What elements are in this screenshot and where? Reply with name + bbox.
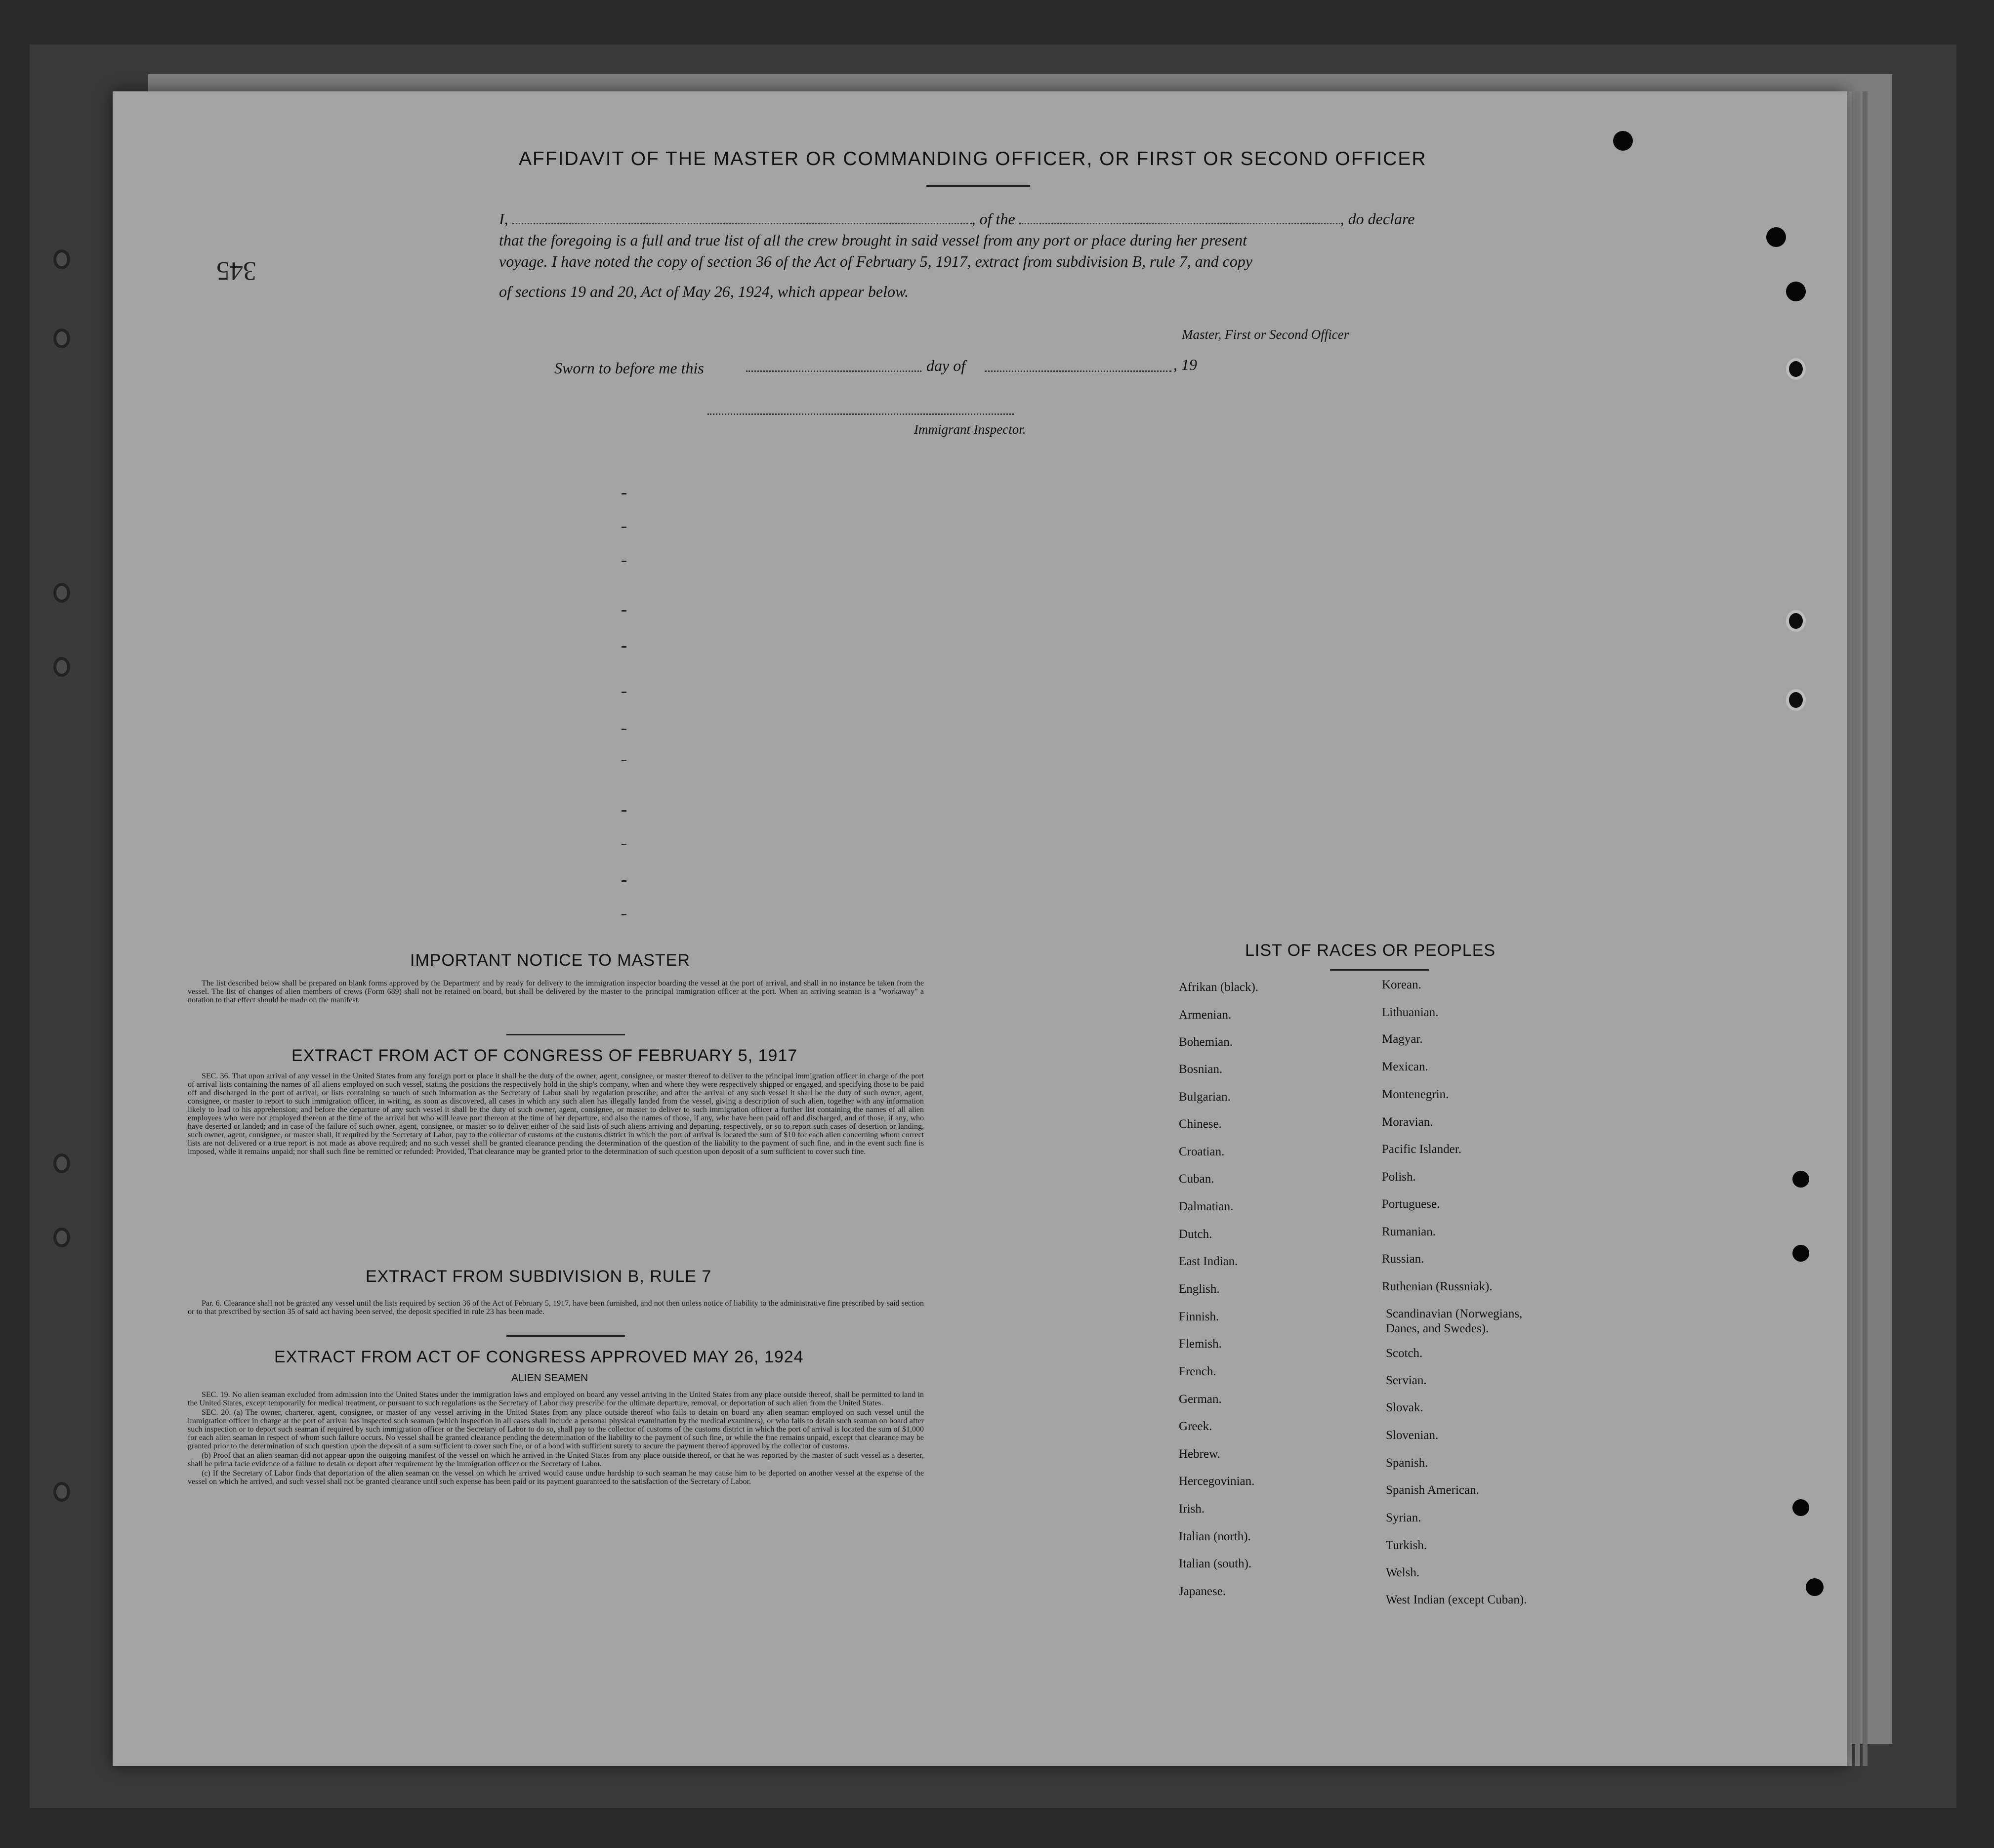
day-of-label: day of (926, 357, 966, 374)
page-edge (1847, 91, 1852, 1766)
extract-1924-title: EXTRACT FROM ACT OF CONGRESS APPROVED MAY 26, 1924 (274, 1348, 804, 1366)
race-item: Scandinavian (Norwegians, Danes, and Swedes). (1386, 1307, 1523, 1335)
punch-hole-icon (1792, 1499, 1809, 1516)
form-tick (622, 760, 626, 761)
extract-1917-body (188, 1072, 924, 1157)
race-item: Dalmatian. (1179, 1200, 1234, 1213)
binder-hole-icon (53, 1153, 70, 1173)
manifest-page (113, 91, 1847, 1766)
form-tick (622, 880, 626, 882)
race-item: Dutch. (1179, 1228, 1212, 1241)
binder-hole-icon (53, 329, 70, 348)
form-tick (622, 729, 626, 730)
race-item: Polish. (1382, 1170, 1416, 1184)
race-item: Japanese. (1179, 1585, 1226, 1598)
form-tick (622, 527, 626, 528)
inspector-label: Immigrant Inspector. (914, 422, 1026, 437)
race-item: Spanish. (1386, 1456, 1428, 1470)
punch-hole-icon (1806, 1578, 1824, 1596)
sworn-day-field[interactable] (746, 361, 921, 372)
race-item: Rumanian. (1382, 1225, 1436, 1238)
race-item: Welsh. (1386, 1566, 1420, 1579)
race-item: Bohemian. (1179, 1035, 1233, 1049)
race-item: Afrikan (black). (1179, 981, 1259, 994)
binder-hole-icon (53, 249, 70, 269)
notice-body (188, 979, 924, 1005)
race-item: Turkish. (1386, 1539, 1427, 1552)
race-item: Syrian. (1386, 1511, 1421, 1524)
race-item: Ruthenian (Russniak). (1382, 1280, 1493, 1293)
race-item: Armenian. (1179, 1008, 1232, 1022)
race-item: West Indian (except Cuban). (1386, 1593, 1527, 1606)
race-item: Slovak. (1386, 1401, 1423, 1414)
name-field[interactable] (512, 213, 972, 224)
race-item: Portuguese. (1382, 1197, 1440, 1211)
race-item: Magyar. (1382, 1032, 1423, 1046)
rule7-title: EXTRACT FROM SUBDIVISION B, RULE 7 (366, 1267, 712, 1286)
margin-number: 345 (216, 256, 256, 286)
sec20b-paragraph: (b) Proof that an alien seaman did not appear upon the outgoing manifest of the vessel on which he arrived in the United States from any place outside thereof, or that he was reported by the master of such vessel as a deserter, shall be prima facie evidence of a failure to detain or deport after requirement by the immigration officer or the Secretary of Labor. (188, 1451, 924, 1468)
race-item: Russian. (1382, 1252, 1424, 1266)
race-item: Hebrew. (1179, 1447, 1220, 1461)
punch-hole-icon (1786, 358, 1806, 380)
race-item: Slovenian. (1386, 1429, 1439, 1442)
affidavit-line-1 (499, 210, 1414, 228)
race-item: Hercegovinian. (1179, 1475, 1255, 1488)
race-item: Italian (north). (1179, 1530, 1251, 1543)
sworn-month-field[interactable] (985, 361, 1171, 372)
page-edge (1863, 91, 1868, 1766)
extract-1924-body (188, 1391, 924, 1487)
affidavit-line-3: voyage. I have noted the copy of section 36 of the Act of February 5, 1917, extract from subdivision B, rule 7, and copy (499, 252, 1252, 270)
affidavit-line-4: of sections 19 and 20, Act of May 26, 1924, which appear below. (499, 283, 909, 300)
binder-hole-icon (53, 657, 70, 677)
race-item: Flemish. (1179, 1337, 1222, 1351)
binder-hole-icon (53, 583, 70, 603)
punch-hole-icon (1786, 610, 1806, 632)
extract-1917-title: EXTRACT FROM ACT OF CONGRESS OF FEBRUARY 5, 1917 (291, 1046, 798, 1065)
race-item: Finnish. (1179, 1310, 1219, 1323)
race-item: Korean. (1382, 978, 1421, 991)
rule7-body (188, 1299, 924, 1317)
affidavit-title: AFFIDAVIT OF THE MASTER OR COMMANDING OFFICER, OR FIRST OR SECOND OFFICER (519, 148, 1427, 169)
race-item: Croatian. (1179, 1145, 1225, 1158)
race-item: Chinese. (1179, 1117, 1222, 1131)
race-item: Mexican. (1382, 1060, 1428, 1073)
punch-hole-icon (1792, 1245, 1809, 1262)
punch-hole-icon (1792, 1171, 1809, 1188)
sworn-label: Sworn to before me this (554, 359, 704, 377)
form-tick (622, 561, 626, 562)
form-tick (622, 844, 626, 845)
punch-hole-icon (1786, 282, 1806, 301)
race-item: East Indian. (1179, 1255, 1238, 1268)
vessel-field[interactable] (1019, 213, 1340, 224)
form-tick (622, 610, 626, 612)
of-the-label: , of the (971, 210, 1015, 228)
form-tick (622, 810, 626, 812)
inspector-signature-field[interactable] (707, 404, 1014, 415)
races-title-rule (1330, 969, 1429, 971)
sec20c-paragraph: (c) If the Secretary of Labor finds that deportation of the alien seaman on the vessel on which he arrived would cause undue hardship to such seaman he may cause him to be deported on another vessel at the expense of the vessel on which he arrived, and such vessel shall not be granted clearance until such expense has been paid or its payment guaranteed to the satisfaction of the Secretary of Labor. (188, 1469, 924, 1486)
extract-1917-paragraph: SEC. 36. That upon arrival of any vessel in the United States from any foreign port or place it shall be the duty of the owner, agent, consignee, or master thereof to deliver to the principal immigration officer in charge of the port of arrival lists containing the names of all aliens employed on such vessel, stating the positions the respectively hold in the ship's company, when and where they were respectively shipped or engaged, and specifying those to be paid off and discharged in the port of arrival; or lists containing so much of such information as the Secretary of Labor shall by regulation prescribe; and after the arrival of any such vessel it shall be the duty of such owner, agent, consignee, or master to report to such immigration officer, in writing, as soon as discovered, all cases in which any such alien has illegally landed from the vessel, giving a description of such alien, together with any information likely to lead to his apprehension; and before the departure of any such vessel it shall be the duty of such owner, agent, consignee, or master to deliver to such immigration officer a further list containing the names of all alien employees who were not employed thereon at the time of the arrival but who will leave port thereon at the time of her departure, and also the names of those, if any, who have been paid off and discharged, and of those, if any, who have deserted or landed; and in case of the failure of such owner, agent, consignee, or master so to deliver either of the said lists of such aliens arriving and departing, respectively, or so to report such cases of desertion or landing, such owner, agent, consignee, or master shall, if required by the Secretary of Labor, pay to the collector of customs of the customs district in which the port of arrival is located the sum of $10 for each alien concerning whom correct lists are not delivered or a true report is not made as above required; and no such vessel shall be granted clearance pending the determination of the question of the liability to the payment of such fine, and in the event such fine is imposed, while it remains unpaid; nor shall such fine be remitted or refunded: Provided, That clearance may be granted prior to the determination of such question upon deposit of a sum sufficient to cover such fine. (188, 1072, 924, 1156)
form-tick (622, 692, 626, 693)
form-tick (622, 646, 626, 648)
notice-paragraph: The list described below shall be prepared on blank forms approved by the Department and by ready for delivery to the immigration inspector boarding the vessel at the port of arrival, and shall in no instance be taken from the vessel. The list of changes of alien members of crews (Form 689) shall not be retained on board, but shall be delivered by the master to the principal immigration officer at the port. When an arriving seaman is a "workaway" a notation to that effect should be made on the manifest. (188, 979, 924, 1004)
race-item: Bosnian. (1179, 1063, 1223, 1076)
race-item: German. (1179, 1393, 1222, 1406)
race-item: Irish. (1179, 1502, 1205, 1516)
punch-hole-icon (1613, 131, 1633, 151)
races-title: LIST OF RACES OR PEOPLES (1245, 941, 1496, 960)
rule7-paragraph: Par. 6. Clearance shall not be granted any vessel until the lists required by section 36 of the Act of February 5, 1917, have been furnished, and not then unless notice of liability to the administrative fine prescribed by said section or to that prescribed by section 35 of said act having been served, the deposit specified in rule 23 has been made. (188, 1299, 924, 1316)
race-item: French. (1179, 1365, 1216, 1378)
title-rule (926, 185, 1030, 187)
race-item: Spanish American. (1386, 1483, 1479, 1497)
binder-hole-icon (53, 1228, 70, 1247)
section-rule (506, 1034, 625, 1035)
binder-hole-icon (53, 1482, 70, 1502)
form-tick (622, 493, 626, 494)
race-item: English. (1179, 1282, 1220, 1296)
race-item: Lithuanian. (1382, 1006, 1439, 1019)
race-item: Scotch. (1386, 1347, 1423, 1360)
race-item: Greek. (1179, 1420, 1212, 1433)
race-item: Montenegrin. (1382, 1088, 1449, 1101)
page-edge (1855, 91, 1860, 1766)
do-declare-label: , do declare (1340, 210, 1415, 228)
race-item: Italian (south). (1179, 1557, 1252, 1570)
race-item: Bulgarian. (1179, 1090, 1231, 1104)
punch-hole-icon (1786, 689, 1806, 711)
punch-hole-icon (1766, 227, 1786, 247)
race-item: Cuban. (1179, 1172, 1214, 1186)
sec19-paragraph: SEC. 19. No alien seaman excluded from admission into the United States under the immigration laws and employed on board any vessel arriving in the United States from any place outside thereof, shall be permitted to land in the United States, except temporarily for medical treatment, or pursuant to such regulations as the Secretary of Labor may prescribe for the ultimate departure, removal, or deportation of such alien from the United States. (188, 1391, 924, 1407)
signer-label: Master, First or Second Officer (1182, 327, 1349, 342)
section-rule (506, 1335, 625, 1337)
race-item: Pacific Islander. (1382, 1143, 1462, 1156)
extract-1924-subtitle: ALIEN SEAMEN (511, 1372, 588, 1384)
race-item: Moravian. (1382, 1115, 1433, 1129)
affidavit-line-2: that the foregoing is a full and true list of all the crew brought in said vessel from any port or place during her present (499, 231, 1247, 249)
race-item: Servian. (1386, 1374, 1427, 1387)
sec20a-paragraph: SEC. 20. (a) The owner, charterer, agent, consignee, or master of any vessel arriving in the United States from any place outside thereof who fails to detain on board any alien seaman employed on such vessel until the immigration officer in charge at the port of arrival has inspected such seaman (which inspection in all cases shall include a personal physical examination by the medical examiners), or who fails to detain such seaman on board after such inspection or to deport such seaman if required by such immigration officer or the Secretary of Labor to do so, shall pay to the collector of customs of the customs district in which the port of arrival is located the sum of $1,000 for each alien seaman in respect of whom such failure occurs. No vessel shall be granted clearance pending the determination of the liability to the payment of such fine, or while the fine remains unpaid, except that clearance may be granted prior to the determination of such question upon the deposit of a sum sufficient to cover such fine, or of a bond with sufficient surety to secure the payment thereof approved by the collector of customs. (188, 1408, 924, 1450)
i-label: I, (499, 210, 508, 228)
form-tick (622, 914, 626, 915)
notice-title: IMPORTANT NOTICE TO MASTER (410, 951, 690, 970)
year-label: , 19 (1173, 356, 1197, 373)
